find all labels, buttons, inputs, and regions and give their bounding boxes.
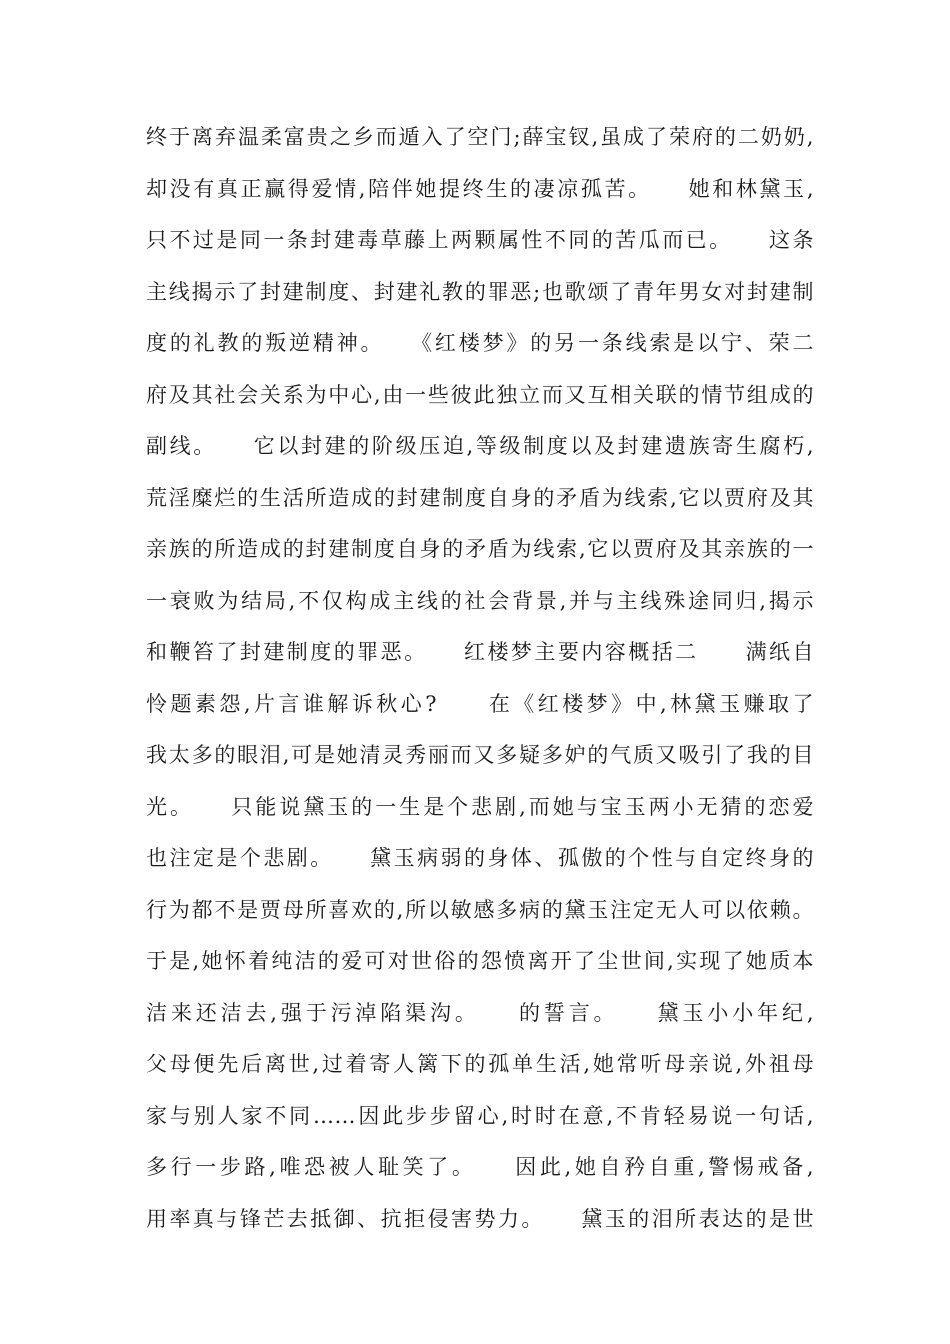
text-line: 府及其社会关系为中心,由一些彼此独立而又互相关联的情节组成的 — [146, 382, 814, 407]
text-line: 亲族的所造成的封建制度自身的矛盾为线索,它以贾府及其亲族的一 — [146, 537, 814, 561]
text-line: 终于离弃温柔富贵之乡而遁入了空门;薛宝钗,虽成了荣府的二奶奶, — [146, 125, 814, 149]
body-text — [146, 112, 814, 1245]
text-line: 怜题素怨,片言谁解诉秋心? 在《红楼梦》中,林黛玉赚取了 — [146, 691, 814, 716]
text-line: 用率真与锋芒去抵御、抗拒侵害势力。 黛玉的泪所表达的是世 — [146, 1206, 814, 1231]
text-line: 荒淫糜烂的生活所造成的封建制度自身的矛盾为线索,它以贾府及其 — [146, 485, 814, 510]
text-line: 洁来还洁去,强于污淖陷渠沟。 的誓言。 黛玉小小年纪, — [146, 1000, 814, 1025]
text-line: 于是,她怀着纯洁的爱可对世俗的怨愤离开了尘世间,实现了她质本 — [146, 949, 814, 973]
text-line: 光。 只能说黛玉的一生是个悲剧,而她与宝玉两小无猜的恋爱 — [146, 794, 814, 819]
text-line: 也注定是个悲剧。 黛玉病弱的身体、孤傲的个性与自定终身的 — [146, 846, 814, 870]
text-line: 一衰败为结局,不仅构成主线的社会背景,并与主线殊途同归,揭示 — [146, 588, 814, 613]
text-line: 和鞭笞了封建制度的罪恶。 红楼梦主要内容概括二 满纸自 — [146, 640, 814, 664]
text-line: 多行一步路,唯恐被人耻笑了。 因此,她自矜自重,警惕戒备, — [146, 1155, 814, 1179]
text-line: 度的礼教的叛逆精神。 《红楼梦》的另一条线索是以宁、荣二 — [146, 331, 814, 355]
text-line: 父母便先后离世,过着寄人篱下的孤单生活,她常听母亲说,外祖母 — [146, 1052, 814, 1076]
text-line: 行为都不是贾母所喜欢的,所以敏感多病的黛玉注定无人可以依赖。 — [146, 897, 814, 922]
text-line: 我太多的眼泪,可是她清灵秀丽而又多疑多妒的气质又吸引了我的目 — [146, 743, 814, 767]
text-line: 只不过是同一条封建毒草藤上两颗属性不同的苦瓜而已。 这条 — [146, 228, 814, 252]
text-line: 家与别人家不同……因此步步留心,时时在意,不肯轻易说一句话, — [146, 1103, 814, 1128]
text-line: 却没有真正赢得爱情,陪伴她提终生的凄凉孤苦。 她和林黛玉, — [146, 176, 814, 201]
text-line: 主线揭示了封建制度、封建礼教的罪恶;也歌颂了青年男女对封建制 — [146, 279, 814, 304]
text-line: 副线。 它以封建的阶级压迫,等级制度以及封建遗族寄生腐朽, — [146, 434, 814, 458]
